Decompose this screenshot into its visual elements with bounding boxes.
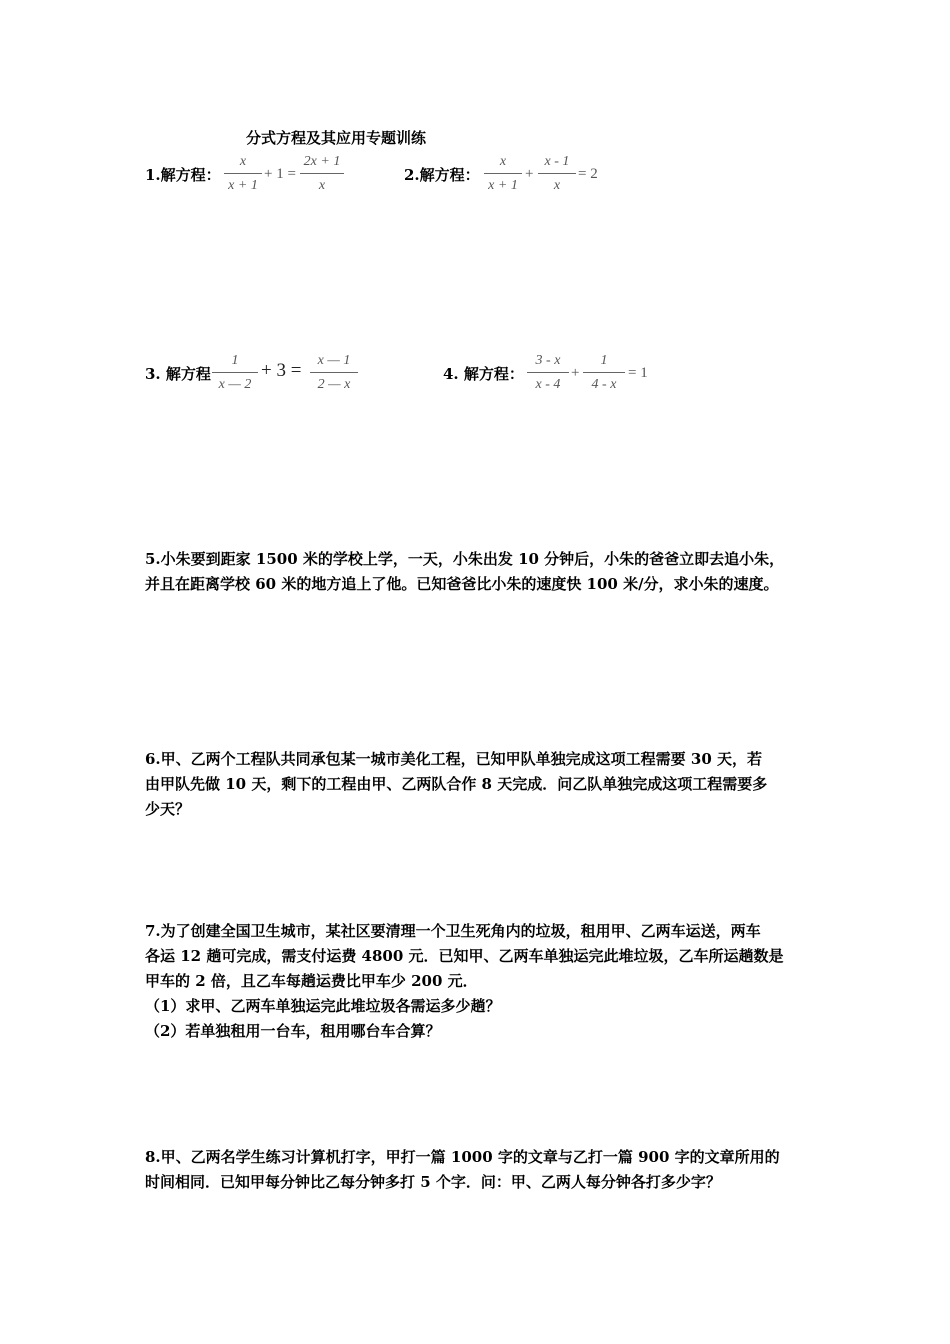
- fraction-bar: [583, 372, 625, 373]
- problem-2-fraction-left: [484, 153, 522, 195]
- fraction-denominator: x + 1: [488, 178, 518, 193]
- fraction-bar: [538, 173, 576, 174]
- problem-7-subquestion-2: （2）若单独租用一台车，租用哪台车合算？: [145, 1022, 441, 1040]
- problem-8: [145, 1145, 813, 1195]
- problem-1-fraction-left: [224, 153, 262, 195]
- fraction-numerator: x - 1: [544, 154, 570, 169]
- problem-2-rhs: = 2: [578, 166, 598, 182]
- fraction-numerator: 1: [231, 353, 239, 368]
- problem-2-label: 2.解方程：: [404, 166, 480, 184]
- fraction-denominator: x: [318, 178, 326, 193]
- problem-7: [145, 919, 813, 1044]
- fraction-denominator: x + 1: [228, 178, 258, 193]
- problem-6-line: 由甲队先做 10 天，剩下的工程由甲、乙两队合作 8 天完成．问乙队单独完成这项工程需要多: [145, 775, 768, 793]
- fraction-numerator: 3 - x: [535, 353, 561, 368]
- problem-1-fraction-right: [300, 153, 344, 195]
- fraction-denominator: 4 - x: [591, 377, 617, 392]
- problem-8-line: 8.甲、乙两名学生练习计算机打字，甲打一篇 1000 字的文章与乙打一篇 900 字的文章所用的: [145, 1148, 780, 1166]
- problem-6-line: 6.甲、乙两个工程队共同承包某一城市美化工程，已知甲队单独完成这项工程需要 30 天，若: [145, 750, 762, 768]
- problem-1-label: 1.解方程：: [145, 166, 221, 184]
- problem-6-line: 少天？: [145, 800, 191, 818]
- problem-7-line: 7.为了创建全国卫生城市，某社区要清理一个卫生死角内的垃圾，租用甲、乙两车运送，两车: [145, 922, 761, 940]
- problem-3-operator: + 3 =: [261, 360, 302, 381]
- problem-4-operator: +: [571, 365, 580, 381]
- fraction-bar: [484, 173, 522, 174]
- problem-4-fraction-right: [583, 352, 625, 394]
- problem-5-line: 并且在距离学校 60 米的地方追上了他。已知爸爸比小朱的速度快 100 米/分，求小朱的速度。: [145, 575, 779, 593]
- problem-3-fraction-right: [310, 352, 358, 394]
- fraction-denominator: x: [553, 178, 561, 193]
- problem-7-subquestion-1: （1）求甲、乙两车单独运完此堆垃圾各需运多少趟？: [145, 997, 501, 1015]
- fraction-denominator: x — 2: [218, 377, 252, 392]
- fraction-bar: [212, 372, 258, 373]
- problem-6: [145, 747, 813, 822]
- problem-7-line: 甲车的 2 倍，且乙车每趟运费比甲车少 200 元．: [145, 972, 478, 990]
- fraction-bar: [224, 173, 262, 174]
- problem-8-line: 时间相同．已知甲每分钟比乙每分钟多打 5 个字．问：甲、乙两人每分钟各打多少字？: [145, 1173, 721, 1191]
- fraction-numerator: 2x + 1: [303, 154, 341, 169]
- problem-5-line: 5.小朱要到距家 1500 米的学校上学，一天，小朱出发 10 分钟后，小朱的爸爸立即去追小朱，: [145, 550, 785, 568]
- problem-2-operator: +: [525, 166, 534, 182]
- problem-5: [145, 547, 813, 597]
- problem-7-line: 各运 12 趟可完成，需支付运费 4800 元．已知甲、乙两车单独运完此堆垃圾，乙车所运趟数是: [145, 947, 784, 965]
- problem-4-fraction-left: [527, 352, 569, 394]
- problem-1-operator: + 1 =: [264, 166, 296, 182]
- fraction-numerator: 1: [600, 353, 608, 368]
- problem-4-label: 4. 解方程：: [443, 365, 524, 383]
- fraction-denominator: x - 4: [535, 377, 561, 392]
- fraction-numerator: x: [239, 154, 247, 169]
- page-title: 分式方程及其应用专题训练: [246, 129, 427, 147]
- fraction-numerator: x — 1: [317, 353, 351, 368]
- problem-2-fraction-right: [538, 153, 576, 195]
- problem-4-rhs: = 1: [628, 365, 648, 381]
- fraction-bar: [527, 372, 569, 373]
- fraction-bar: [310, 372, 358, 373]
- fraction-bar: [300, 173, 344, 174]
- problem-3-fraction-left: [212, 352, 258, 394]
- fraction-numerator: x: [499, 154, 507, 169]
- fraction-denominator: 2 — x: [317, 377, 351, 392]
- problem-3-label: 3. 解方程: [145, 365, 211, 383]
